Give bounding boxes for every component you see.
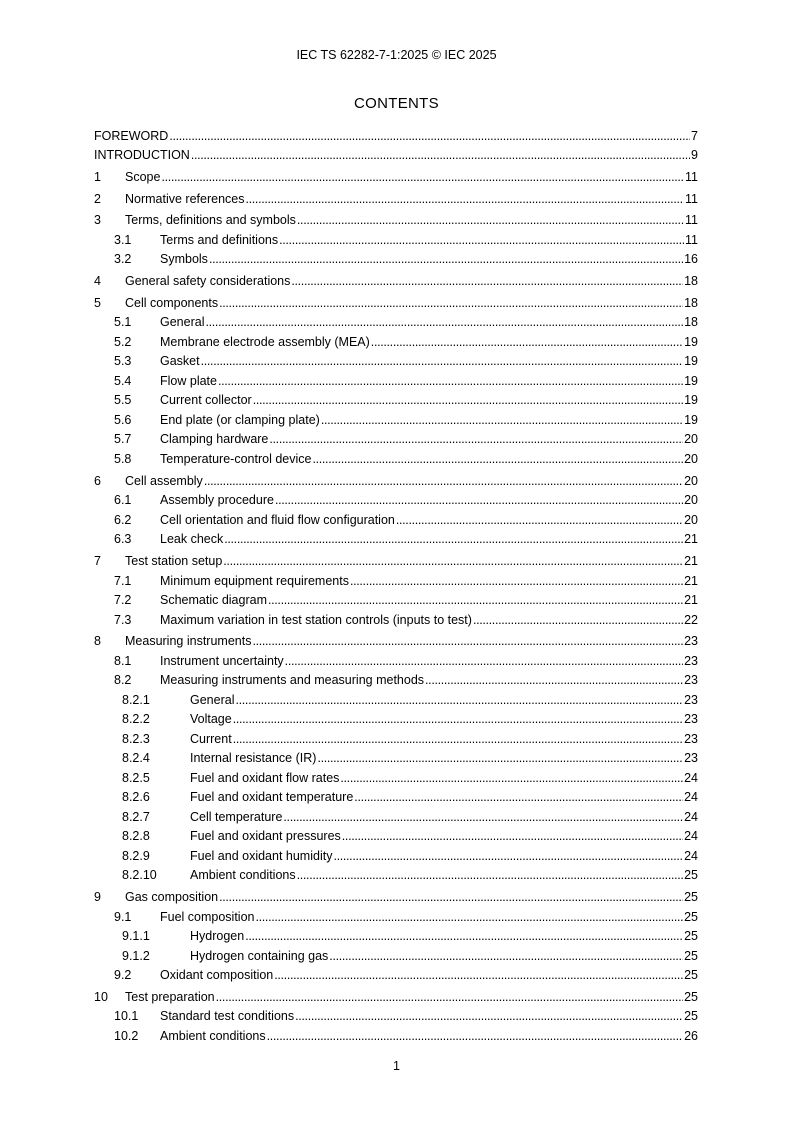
toc-entry-title: End plate (or clamping plate) <box>160 412 320 427</box>
toc-entry-number: 7.2 <box>114 593 132 608</box>
toc-entry-number: 5.5 <box>114 393 132 408</box>
toc-entry-page: 23 <box>684 731 698 746</box>
dot-leader <box>245 929 683 944</box>
toc-entry-number: 2 <box>94 191 101 206</box>
dot-leader <box>246 192 685 207</box>
toc-entry-page: 25 <box>684 868 698 883</box>
dot-leader <box>233 712 683 727</box>
toc-entry[interactable] <box>94 766 698 786</box>
toc-entry-title: Normative references <box>125 191 245 206</box>
toc-entry-page: 20 <box>684 451 698 466</box>
toc-entry-title: Cell components <box>125 295 219 310</box>
toc-entry-page: 21 <box>684 593 698 608</box>
toc-entry-page: 20 <box>684 512 698 527</box>
dot-leader <box>283 810 683 825</box>
toc-entry[interactable] <box>94 163 698 185</box>
toc-entry-page: 11 <box>685 232 698 247</box>
toc-entry-number: 9.2 <box>114 968 132 983</box>
dot-leader <box>425 673 683 688</box>
table-of-contents <box>94 124 698 1044</box>
toc-entry-number: 5 <box>94 295 101 310</box>
toc-entry-page: 24 <box>684 809 698 824</box>
toc-entry-page: 25 <box>684 890 698 905</box>
dot-leader <box>204 474 683 489</box>
dot-leader <box>274 968 683 983</box>
toc-entry-title: Terms, definitions and symbols <box>125 213 296 228</box>
toc-entry-number: 5.1 <box>114 315 132 330</box>
toc-entry-page: 24 <box>684 829 698 844</box>
toc-entry-number: 1 <box>94 169 101 184</box>
toc-entry-number: 5.3 <box>114 354 132 369</box>
toc-entry-page: 19 <box>684 393 698 408</box>
toc-entry-title: Test station setup <box>125 554 223 569</box>
toc-entry-title: Clamping hardware <box>160 432 269 447</box>
toc-entry[interactable] <box>94 228 698 248</box>
toc-entry[interactable] <box>94 669 698 689</box>
toc-entry-number: 5.8 <box>114 451 132 466</box>
toc-entry-number: 8.2 <box>114 673 132 688</box>
toc-entry-page: 20 <box>684 493 698 508</box>
toc-entry[interactable] <box>94 825 698 845</box>
dot-leader <box>216 990 683 1005</box>
dot-leader <box>354 790 683 805</box>
toc-entry[interactable] <box>94 369 698 389</box>
toc-entry-number: 9.1 <box>114 909 132 924</box>
toc-entry-page: 23 <box>684 653 698 668</box>
toc-entry-title: Standard test conditions <box>160 1009 295 1024</box>
toc-entry[interactable] <box>94 185 698 207</box>
dot-leader <box>201 354 683 369</box>
toc-entry[interactable] <box>94 207 698 229</box>
toc-entry[interactable] <box>94 608 698 628</box>
toc-entry-number: 6.3 <box>114 532 132 547</box>
toc-entry-number: 8 <box>94 634 101 649</box>
toc-entry-title: Symbols <box>160 252 208 267</box>
toc-entry-number: 6.2 <box>114 512 132 527</box>
dot-leader <box>297 868 683 883</box>
toc-entry-title: Fuel and oxidant humidity <box>190 848 333 863</box>
toc-entry[interactable] <box>94 688 698 708</box>
dot-leader <box>169 129 690 144</box>
toc-entry-page: 25 <box>684 1009 698 1024</box>
toc-entry-page: 24 <box>684 790 698 805</box>
toc-entry-page: 20 <box>684 473 698 488</box>
toc-entry[interactable] <box>94 428 698 448</box>
toc-entry-title: Ambient conditions <box>190 868 296 883</box>
toc-entry-number: 8.2.5 <box>122 770 150 785</box>
toc-entry-page: 24 <box>684 848 698 863</box>
toc-entry-page: 7 <box>691 128 698 143</box>
dot-leader <box>268 593 683 608</box>
toc-entry-number: 7.3 <box>114 612 132 627</box>
toc-entry[interactable] <box>94 844 698 864</box>
dot-leader <box>224 532 683 547</box>
document-header: IEC TS 62282-7-1:2025 © IEC 2025 <box>296 48 497 62</box>
toc-entry[interactable] <box>94 786 698 806</box>
dot-leader <box>291 274 683 289</box>
toc-entry-number: 8.2.8 <box>122 829 150 844</box>
toc-entry[interactable] <box>94 408 698 428</box>
dot-leader <box>295 1009 683 1024</box>
toc-entry-number: 10 <box>94 989 108 1004</box>
toc-entry-page: 25 <box>684 989 698 1004</box>
toc-entry-number: 9.1.2 <box>122 948 150 963</box>
toc-entry-number: 5.4 <box>114 373 132 388</box>
toc-entry-title: Scope <box>125 169 161 184</box>
toc-entry-number: 3.2 <box>114 252 132 267</box>
toc-entry[interactable] <box>94 649 698 669</box>
dot-leader <box>161 170 684 185</box>
toc-entry-page: 25 <box>684 968 698 983</box>
toc-entry-title: Fuel and oxidant temperature <box>190 790 354 805</box>
toc-entry-page: 18 <box>684 315 698 330</box>
toc-entry-page: 18 <box>684 274 698 289</box>
toc-entry-title: Hydrogen <box>190 929 245 944</box>
toc-entry-number: 5.7 <box>114 432 132 447</box>
toc-entry[interactable] <box>94 528 698 548</box>
toc-entry-number: 3.1 <box>114 232 132 247</box>
toc-entry[interactable] <box>94 1024 698 1044</box>
dot-leader <box>253 393 683 408</box>
toc-entry[interactable] <box>94 248 698 268</box>
contents-title: CONTENTS <box>354 95 439 112</box>
toc-entry-title: Ambient conditions <box>160 1028 266 1043</box>
toc-entry-page: 23 <box>684 692 698 707</box>
toc-entry-title: Measuring instruments and measuring methods <box>160 673 425 688</box>
toc-entry[interactable] <box>94 925 698 945</box>
toc-entry-number: 9.1.1 <box>122 929 150 944</box>
toc-entry-title: Fuel and oxidant flow rates <box>190 770 340 785</box>
toc-entry-page: 23 <box>684 751 698 766</box>
toc-entry-number: 4 <box>94 274 101 289</box>
dot-leader <box>218 374 683 389</box>
toc-entry-title: Measuring instruments <box>125 634 252 649</box>
toc-entry-number: 8.2.3 <box>122 731 150 746</box>
toc-entry-title: Voltage <box>190 712 232 727</box>
toc-entry-title: General safety considerations <box>125 274 291 289</box>
toc-entry-page: 19 <box>684 354 698 369</box>
toc-entry-number: 8.2.4 <box>122 751 150 766</box>
toc-entry[interactable] <box>94 330 698 350</box>
toc-entry-number: 3 <box>94 213 101 228</box>
dot-leader <box>275 493 683 508</box>
dot-leader <box>285 654 683 669</box>
toc-entry-number: 8.2.1 <box>122 692 150 707</box>
dot-leader <box>235 693 683 708</box>
toc-entry-title: Maximum variation in test station controls (inputs to test) <box>160 612 472 627</box>
toc-entry-page: 20 <box>684 432 698 447</box>
toc-entry-page: 22 <box>684 612 698 627</box>
toc-entry-page: 21 <box>684 554 698 569</box>
toc-entry[interactable] <box>94 547 698 569</box>
toc-entry[interactable] <box>94 628 698 650</box>
toc-entry-page: 9 <box>691 148 698 162</box>
toc-entry-title: Hydrogen containing gas <box>190 948 329 963</box>
toc-entry-title: Cell temperature <box>190 809 283 824</box>
dot-leader <box>256 910 684 925</box>
toc-entry-page: 18 <box>684 295 698 310</box>
dot-leader <box>396 513 683 528</box>
toc-entry[interactable] <box>94 589 698 609</box>
dot-leader <box>191 148 690 163</box>
toc-entry-title: Test preparation <box>125 989 215 1004</box>
toc-entry[interactable] <box>94 144 698 164</box>
toc-entry-page: 16 <box>684 252 698 267</box>
toc-entry-title: Gas composition <box>125 890 219 905</box>
toc-entry[interactable] <box>94 983 698 1005</box>
toc-entry-title: Instrument uncertainty <box>160 653 284 668</box>
toc-entry-number: 6.1 <box>114 493 132 508</box>
toc-entry-number: 8.1 <box>114 653 132 668</box>
toc-entry[interactable] <box>94 489 698 509</box>
dot-leader <box>350 574 683 589</box>
toc-entry[interactable] <box>94 267 698 289</box>
toc-entry-title: Fuel composition <box>160 909 255 924</box>
dot-leader <box>209 252 683 267</box>
toc-entry-number: 10.1 <box>114 1009 139 1024</box>
dot-leader <box>219 890 683 905</box>
toc-entry-title: FOREWORD <box>94 128 169 143</box>
toc-entry-title: Cell orientation and fluid flow configuration <box>160 512 395 527</box>
toc-entry-page: 11 <box>685 169 698 184</box>
toc-entry-page: 19 <box>684 334 698 349</box>
toc-entry-page: 25 <box>684 909 698 924</box>
toc-entry-page: 24 <box>684 770 698 785</box>
toc-entry-title: Temperature-control device <box>160 451 312 466</box>
toc-entry-page: 11 <box>685 213 698 228</box>
toc-entry-title: Membrane electrode assembly (MEA) <box>160 334 370 349</box>
toc-entry-title: Current <box>190 731 232 746</box>
toc-entry-title: INTRODUCTION <box>94 148 190 162</box>
toc-entry-number: 10.2 <box>114 1028 139 1043</box>
toc-entry-title: Internal resistance (IR) <box>190 751 317 766</box>
toc-entry[interactable] <box>94 805 698 825</box>
toc-entry-title: Schematic diagram <box>160 593 267 608</box>
dot-leader <box>342 829 683 844</box>
toc-entry-title: Fuel and oxidant pressures <box>190 829 341 844</box>
toc-entry-title: Gasket <box>160 354 200 369</box>
toc-entry-number: 8.2.9 <box>122 848 150 863</box>
dot-leader <box>269 432 683 447</box>
toc-entry-number: 6 <box>94 473 101 488</box>
toc-entry-title: Oxidant composition <box>160 968 274 983</box>
toc-entry[interactable] <box>94 964 698 984</box>
toc-entry-number: 5.6 <box>114 412 132 427</box>
toc-entry-title: General <box>190 692 235 707</box>
toc-entry[interactable] <box>94 447 698 467</box>
toc-entry[interactable] <box>94 708 698 728</box>
toc-entry-page: 23 <box>684 634 698 649</box>
toc-entry-title: Terms and definitions <box>160 232 279 247</box>
toc-entry-page: 26 <box>684 1028 698 1043</box>
toc-entry[interactable] <box>94 944 698 964</box>
toc-entry[interactable] <box>94 124 698 144</box>
toc-entry-title: Leak check <box>160 532 224 547</box>
dot-leader <box>333 849 683 864</box>
toc-entry[interactable] <box>94 569 698 589</box>
dot-leader <box>321 413 683 428</box>
dot-leader <box>312 452 683 467</box>
toc-entry-page: 21 <box>684 573 698 588</box>
toc-entry-number: 8.2.7 <box>122 809 150 824</box>
toc-entry-title: Current collector <box>160 393 252 408</box>
dot-leader <box>340 771 683 786</box>
dot-leader <box>329 949 683 964</box>
dot-leader <box>279 233 684 248</box>
toc-entry-page: 21 <box>684 532 698 547</box>
toc-entry-page: 25 <box>684 948 698 963</box>
toc-entry[interactable] <box>94 747 698 767</box>
toc-entry-title: Assembly procedure <box>160 493 274 508</box>
toc-entry-page: 23 <box>684 673 698 688</box>
toc-entry-number: 9 <box>94 890 101 905</box>
toc-entry-page: 23 <box>684 712 698 727</box>
toc-entry-title: General <box>160 315 205 330</box>
toc-entry[interactable] <box>94 389 698 409</box>
toc-entry[interactable] <box>94 350 698 370</box>
toc-entry-page: 19 <box>684 412 698 427</box>
dot-leader <box>297 213 684 228</box>
dot-leader <box>223 554 683 569</box>
dot-leader <box>267 1029 683 1044</box>
toc-entry[interactable] <box>94 905 698 925</box>
toc-entry[interactable] <box>94 727 698 747</box>
dot-leader <box>317 751 683 766</box>
toc-entry-page: 11 <box>685 191 698 206</box>
page-number: 1 <box>393 1059 400 1073</box>
toc-entry-page: 19 <box>684 373 698 388</box>
toc-entry[interactable] <box>94 1005 698 1025</box>
dot-leader <box>219 296 683 311</box>
dot-leader <box>233 732 683 747</box>
toc-entry-number: 5.2 <box>114 334 132 349</box>
toc-entry-title: Flow plate <box>160 373 217 388</box>
toc-entry-title: Cell assembly <box>125 473 203 488</box>
dot-leader <box>205 315 683 330</box>
toc-entry-page: 25 <box>684 929 698 944</box>
toc-entry-title: Minimum equipment requirements <box>160 573 349 588</box>
toc-entry[interactable] <box>94 311 698 331</box>
toc-entry-number: 8.2.10 <box>122 868 157 883</box>
dot-leader <box>473 613 683 628</box>
toc-entry-number: 8.2.2 <box>122 712 150 727</box>
toc-entry[interactable] <box>94 508 698 528</box>
toc-entry-number: 7 <box>94 554 101 569</box>
toc-entry[interactable] <box>94 467 698 489</box>
dot-leader <box>371 335 683 350</box>
dot-leader <box>252 634 683 649</box>
toc-entry-number: 8.2.6 <box>122 790 150 805</box>
toc-entry[interactable] <box>94 883 698 905</box>
toc-entry[interactable] <box>94 289 698 311</box>
toc-entry[interactable] <box>94 864 698 884</box>
toc-entry-number: 7.1 <box>114 573 132 588</box>
